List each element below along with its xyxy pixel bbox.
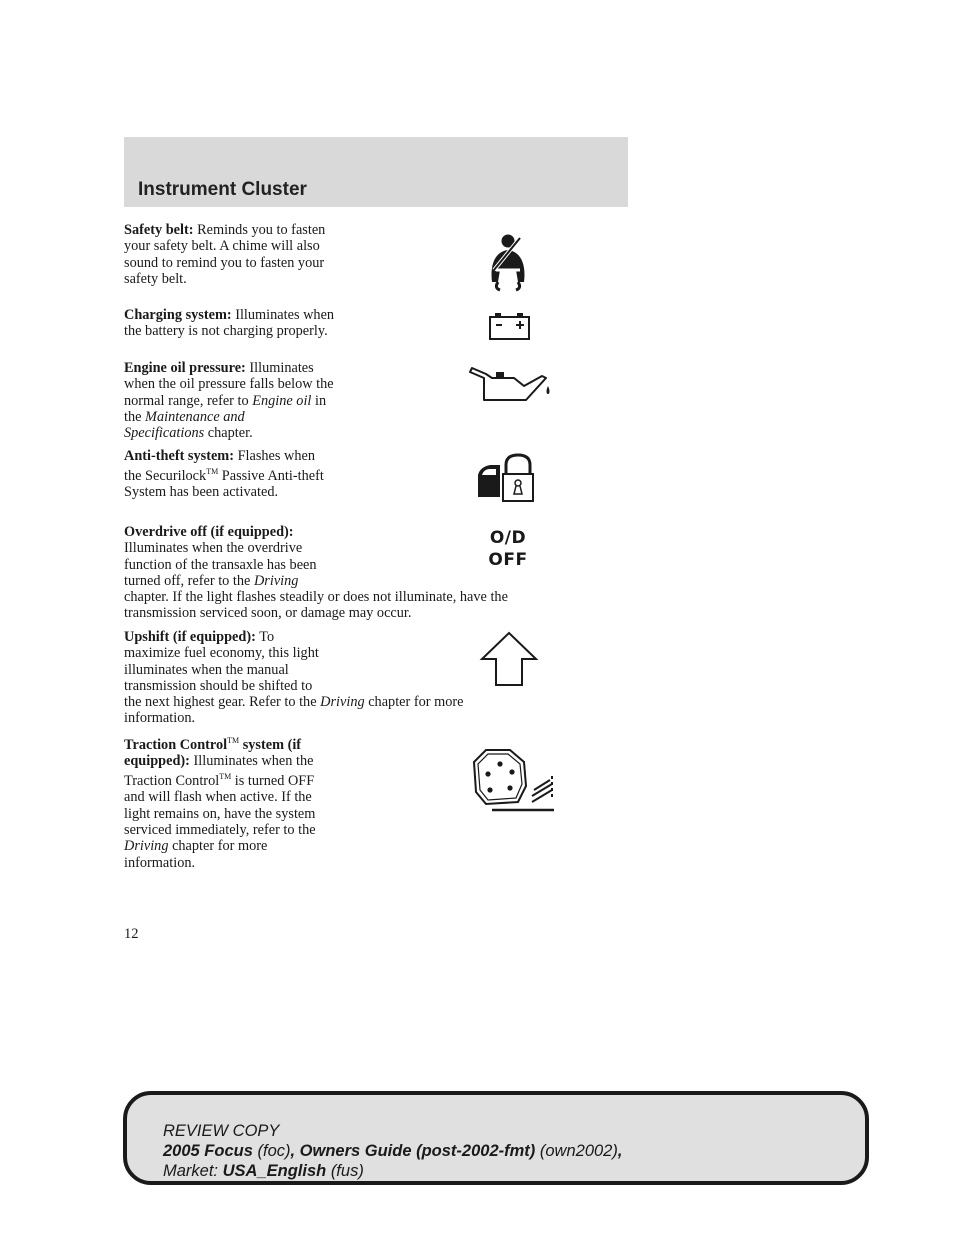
review-copy-label: REVIEW COPY: [163, 1122, 280, 1140]
entry-title: Safety belt:: [124, 222, 194, 238]
review-copy-footer: REVIEW COPY 2005 Focus (foc), Owners Guide (post-2002-fmt) (own2002), Market: USA_English (fus): [123, 1091, 869, 1185]
chapter-reference: Driving: [320, 694, 365, 711]
entry-charging-system: Charging system: Illuminates when the battery is not charging properly.: [124, 307, 335, 340]
entry-safety-belt: Safety belt: Reminds you to fasten your safety belt. A chime will also sound to remind you to fasten your safety belt.: [124, 222, 326, 287]
battery-icon: [489, 313, 531, 341]
chapter-reference: Driving: [253, 572, 299, 589]
section-header: [124, 137, 628, 207]
chapter-reference: Specifications: [124, 425, 205, 442]
chapter-reference: Driving: [124, 838, 169, 855]
page-number: 12: [124, 926, 139, 942]
entry-upshift: Upshift (if equipped): To maximize fuel economy, this light illuminates when the manual transmission should be shifted to the next highest gear. Refer to the Driving chapter for more information.: [124, 629, 464, 727]
seat-belt-icon: [482, 232, 532, 292]
entry-title: Traction Control™ system (if: [124, 736, 302, 753]
entry-title: Engine oil pressure:: [124, 360, 246, 376]
oil-can-icon: [468, 366, 554, 402]
page-title: Instrument Cluster: [138, 179, 307, 200]
chapter-reference: Maintenance and: [145, 408, 245, 425]
chapter-reference: Engine oil: [252, 392, 312, 409]
anti-theft-lock-icon: [476, 453, 538, 503]
entry-overdrive-off: Overdrive off (if equipped): Illuminates when the overdrive function of the transaxle has been turned off, refer to the Driving chapter. If the light flashes steadily or does not illuminate, have the transmission serviced soon, or damage may occur.: [124, 524, 508, 622]
entry-title: Anti-theft system:: [124, 448, 234, 464]
up-arrow-icon: [479, 631, 539, 687]
entry-title: Overdrive off (if equipped):: [124, 524, 294, 540]
overdrive-off-icon: O/D OFF: [488, 528, 528, 570]
entry-title: Upshift (if equipped):: [124, 629, 256, 645]
entry-engine-oil-pressure: Engine oil pressure: Illuminates when the oil pressure falls below the normal range, refer to Engine oil in the Maintenance and Specifications chapter.: [124, 360, 334, 442]
entry-anti-theft-system: Anti-theft system: Flashes when the Securilock™ Passive Anti-theft System has been activated.: [124, 448, 324, 501]
entry-traction-control: Traction Control™ system (if equipped): Illuminates when the Traction Control™ is turned OFF and will flash when active. If the light remains on, have the system serviced immediately, refer to the Driving chapter for more information.: [124, 736, 316, 871]
entry-title: Charging system:: [124, 307, 232, 323]
traction-control-icon: [472, 746, 556, 814]
